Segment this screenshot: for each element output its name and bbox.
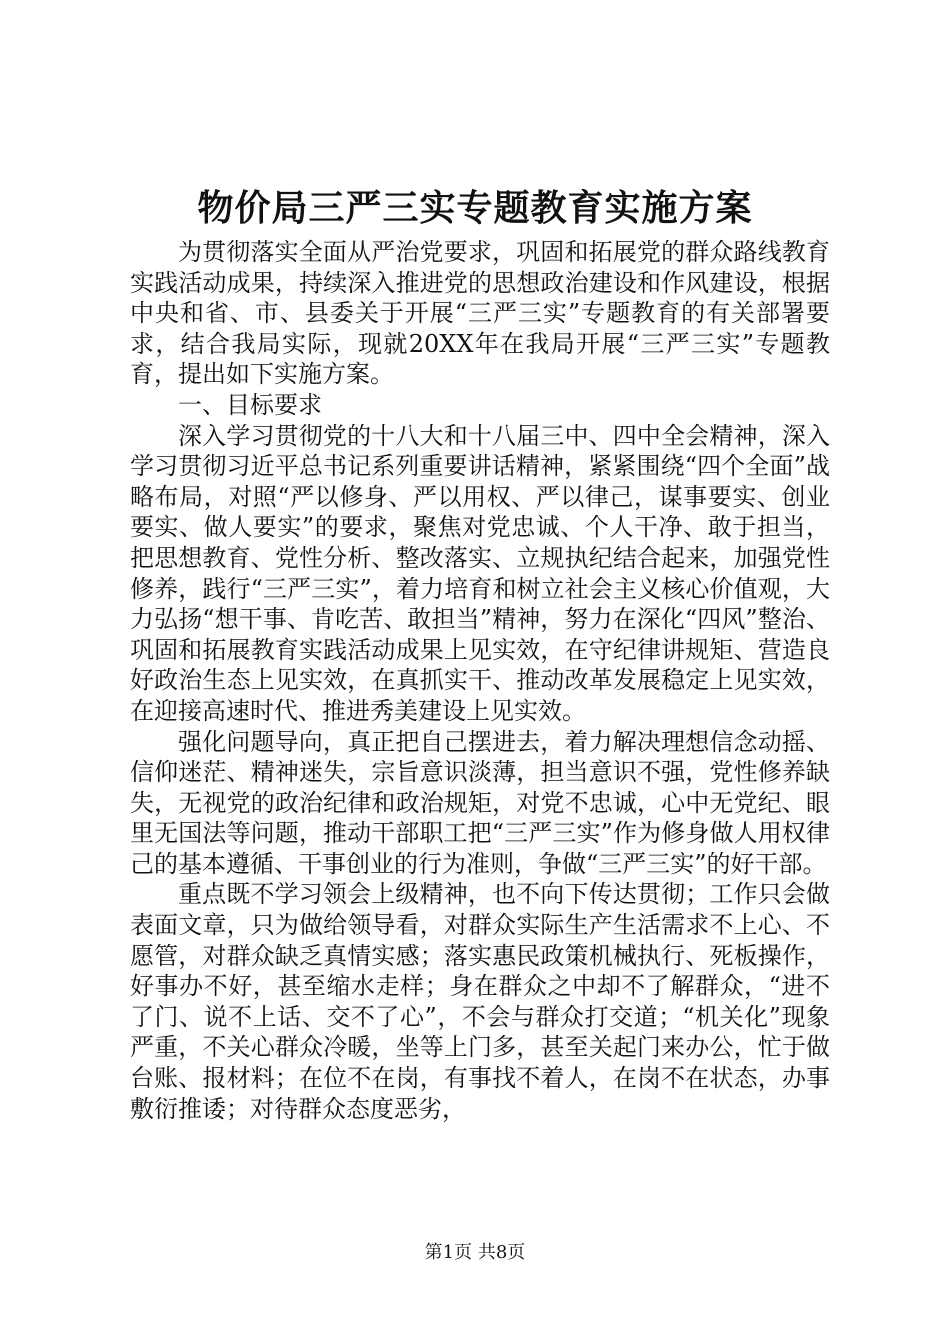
section-heading-goals: 一、目标要求 xyxy=(178,390,322,419)
page-number: 第1页 共8页 xyxy=(424,1242,526,1263)
document-body xyxy=(130,237,830,1124)
paragraph-intro: 为贯彻落实全面从严治党要求，巩固和拓展党的群众路线教育实践活动成果，持续深入推进党的思想政治建设和作风建设，根据中央和省、市、县委关于开展“三严三实”专题教育的有关部署要求，结合我局实际，现就20XX年在我局开展“三严三实”专题教育，提出如下实施方案。 xyxy=(130,238,830,389)
paragraph-problem-orientation: 强化问题导向，真正把自己摆进去，着力解决理想信念动摇、信仰迷茫、精神迷失，宗旨意识淡薄，担当意识不强，党性修养缺失，无视党的政治纪律和政治规矩，对党不忠诚，心中无党纪、眼里无国法等问题，推动干部职工把“三严三实”作为修身做人用权律己的基本遵循、干事创业的行为准则，争做“三严三实”的好干部。 xyxy=(130,727,830,878)
paragraph-key-issues: 重点既不学习领会上级精神，也不向下传达贯彻；工作只会做表面文章，只为做给领导看，对群众实际生产生活需求不上心、不愿管，对群众缺乏真情实感；落实惠民政策机械执行、死板操作，好事办不好，甚至缩水走样；身在群众之中却不了解群众，“进不了门、说不上话、交不了心”，不会与群众打交道；“机关化”现象严重，不关心群众冷暖，坐等上门多，甚至关起门来办公，忙于做台账、报材料；在位不在岗，有事找不着人，在岗不在状态，办事敷衍推诿；对待群众态度恶劣， xyxy=(130,880,830,1123)
paragraph-goals: 深入学习贯彻党的十八大和十八届三中、四中全会精神，深入学习贯彻习近平总书记系列重要讲话精神，紧紧围绕“四个全面”战略布局，对照“严以修身、严以用权、严以律己，谋事要实、创业要实、做人要实”的要求，聚焦对党忠诚、个人干净、敢于担当，把思想教育、党性分析、整改落实、立规执纪结合起来，加强党性修养，践行“三严三实”，着力培育和树立社会主义核心价值观，大力弘扬“想干事、肯吃苦、敢担当”精神，努力在深化“四风”整治、巩固和拓展教育实践活动成果上见实效，在守纪律讲规矩、营造良好政治生态上见实效，在真抓实干、推动改革发展稳定上见实效，在迎接高速时代、推进秀美建设上见实效。 xyxy=(130,421,830,725)
document-title: 物价局三严三实专题教育实施方案 xyxy=(197,187,753,229)
